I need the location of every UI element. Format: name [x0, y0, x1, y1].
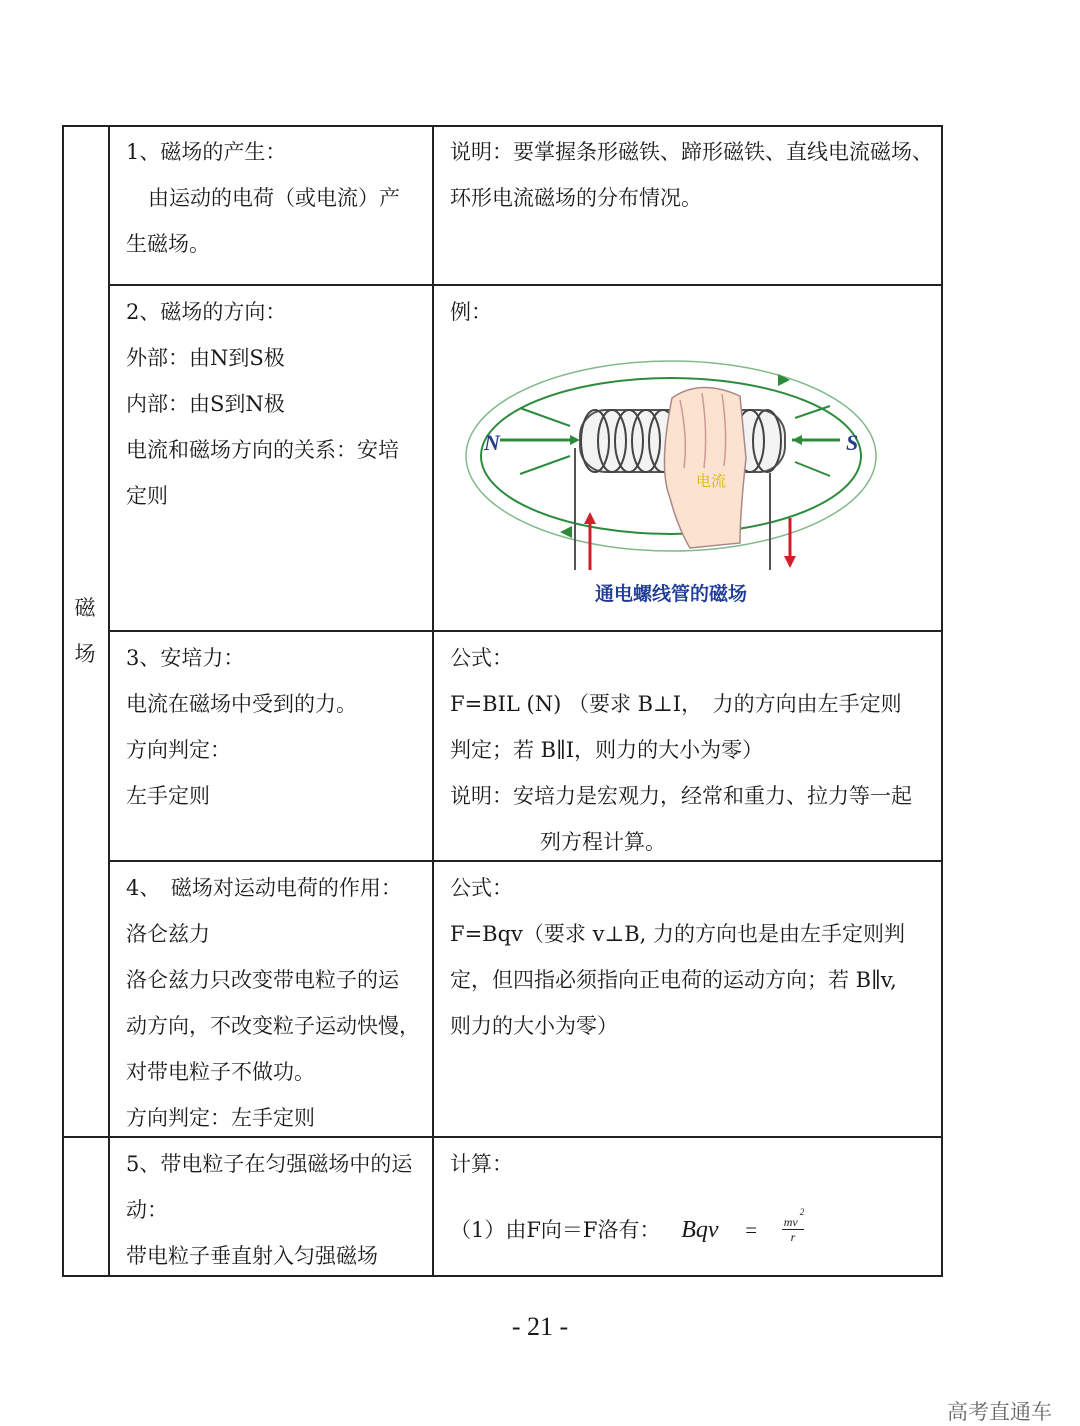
row2-left — [126, 289, 422, 519]
section-label — [62, 585, 108, 677]
section-label-char: 场 — [74, 642, 96, 666]
row4-heading: 4、 磁场对运动电荷的作用： — [126, 876, 402, 900]
row1-note: 说明：要掌握条形磁铁、蹄形磁铁、直线电流磁场、 — [450, 140, 933, 164]
row1-text: 由运动的电荷（或电流）产 — [148, 186, 400, 210]
watermark: 高考直通车 — [947, 1400, 1052, 1424]
solenoid-illustration — [440, 338, 902, 613]
row2-text: 定则 — [126, 484, 168, 508]
row2-text: 外部：由N到S极 — [126, 346, 285, 370]
row4-formula: F=Bqv（要求 v⊥B, 力的方向也是由左手定则判 — [450, 922, 905, 946]
field-arrow-icon — [778, 374, 790, 386]
row5-heading: 动： — [126, 1198, 168, 1222]
row5-right — [450, 1141, 938, 1253]
row1-text: 生磁场。 — [126, 232, 210, 256]
arrow-down-icon — [784, 556, 796, 568]
row5-heading: 5、带电粒子在匀强磁场中的运 — [126, 1152, 413, 1176]
row4-text: 对带电粒子不做功。 — [126, 1060, 315, 1084]
field-line — [520, 408, 570, 426]
right-hand — [664, 387, 746, 548]
arrow-up-icon — [584, 512, 596, 524]
formula-denominator: r — [790, 1230, 796, 1244]
row3-text: 左手定则 — [126, 784, 210, 808]
row4-text: 洛仑兹力 — [126, 922, 210, 946]
row4-formula-label: 公式： — [450, 876, 513, 900]
row1-left — [126, 129, 422, 267]
formula-fraction — [782, 1207, 805, 1244]
formula-equals: = — [745, 1218, 758, 1242]
solenoid-diagram — [440, 338, 902, 613]
formula-num-text: mv — [783, 1215, 798, 1229]
row3-formula-label: 公式： — [450, 646, 513, 670]
row2-text: 内部：由S到N极 — [126, 392, 285, 416]
row4-text: 方向判定：左手定则 — [126, 1106, 315, 1130]
row5-calc-label: 计算： — [450, 1152, 513, 1176]
row2-text: 电流和磁场方向的关系：安培 — [126, 438, 399, 462]
field-line — [795, 406, 830, 418]
notes-table — [62, 125, 943, 1277]
row3-formula: 判定；若 B∥I，则力的大小为零） — [450, 738, 764, 762]
south-pole-label: S — [846, 430, 859, 455]
row4-right — [450, 865, 938, 1049]
formula-lhs: Bqv — [681, 1217, 719, 1243]
row1-right — [450, 129, 938, 221]
row4-formula: 则力的大小为零） — [450, 1014, 618, 1038]
row4-text: 动方向，不改变粒子运动快慢， — [126, 1014, 420, 1038]
row3-formula: F=BIL (N) （要求 B⊥I， 力的方向由左手定则 — [450, 692, 902, 716]
field-arrow-icon — [792, 435, 802, 445]
row3-right — [450, 635, 938, 865]
row3-text: 电流在磁场中受到的力。 — [126, 692, 357, 716]
formula-exponent: 2 — [799, 1207, 805, 1217]
row5-left — [126, 1141, 422, 1279]
row4-text: 洛仑兹力只改变带电粒子的运 — [126, 968, 399, 992]
formula-numerator — [782, 1207, 805, 1230]
row5-calc-text: （1）由F向＝F洛有： — [450, 1218, 661, 1242]
row4-left — [126, 865, 422, 1141]
row1-heading: 1、磁场的产生： — [126, 140, 287, 164]
diagram-caption: 通电螺线管的磁场 — [594, 583, 748, 605]
row3-text: 方向判定： — [126, 738, 231, 762]
row2-example-label: 例： — [450, 300, 492, 324]
row5-text: 带电粒子垂直射入匀强磁场 — [126, 1244, 378, 1268]
row2-heading: 2、磁场的方向： — [126, 300, 287, 324]
row3-left — [126, 635, 422, 819]
row1-note: 环形电流磁场的分布情况。 — [450, 186, 702, 210]
section-label-char: 磁 — [74, 596, 96, 620]
row4-formula: 定，但四指必须指向正电荷的运动方向；若 B∥v, — [450, 968, 897, 992]
field-line — [520, 456, 570, 474]
north-pole-label: N — [484, 430, 500, 455]
page-number: - 21 - — [511, 1312, 569, 1341]
field-arrow-icon — [570, 435, 580, 445]
row2-right — [450, 289, 938, 335]
row5-calc — [450, 1207, 938, 1253]
row3-note: 列方程计算。 — [540, 830, 666, 854]
current-label: 电流 — [696, 472, 727, 490]
row3-note: 说明：安培力是宏观力，经常和重力、拉力等一起 — [450, 784, 912, 808]
field-line — [795, 462, 830, 476]
row3-heading: 3、安培力： — [126, 646, 245, 670]
